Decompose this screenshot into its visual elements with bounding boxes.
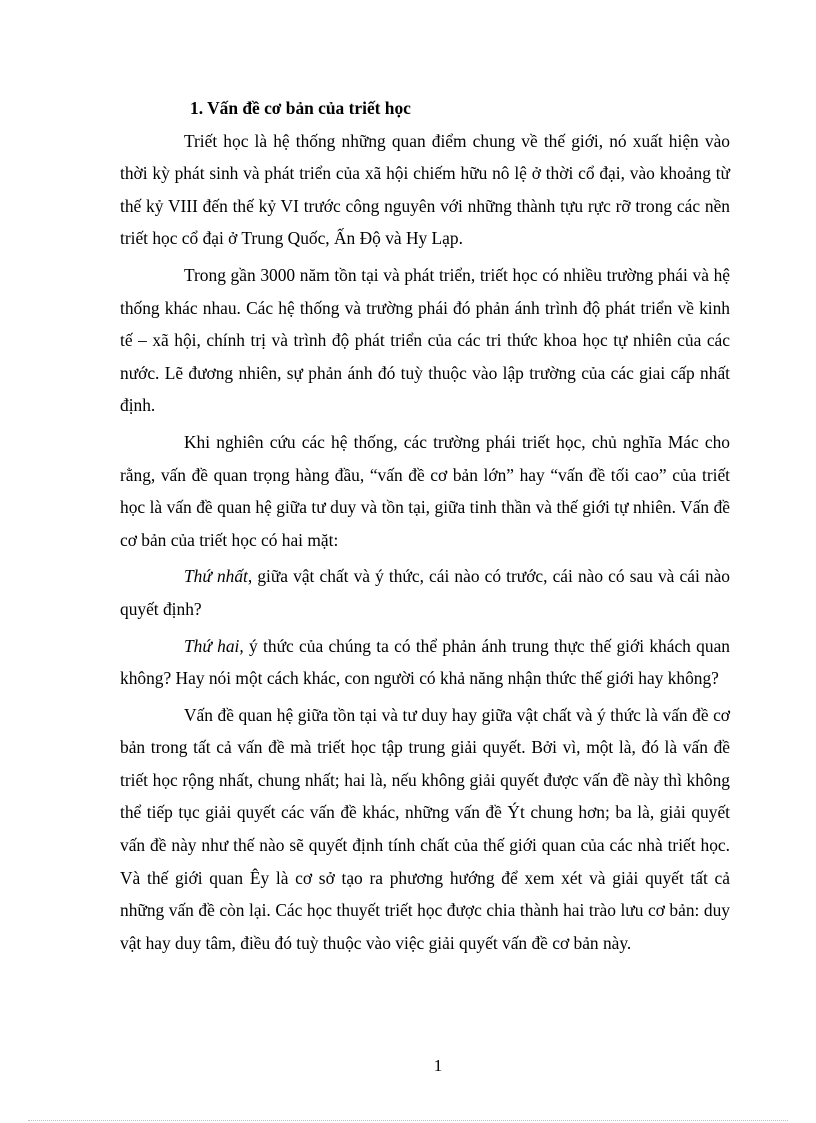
paragraph-4-lead: Thứ nhất	[184, 566, 248, 587]
paragraph-3	[120, 426, 730, 556]
document-body	[120, 92, 730, 963]
paragraph-5	[120, 630, 730, 695]
page-bottom-divider	[28, 1120, 788, 1121]
section-heading: 1. Vấn đề cơ bản của triết học	[190, 98, 411, 118]
paragraph-2	[120, 259, 730, 422]
paragraph-1-text: Triết học là hệ thống những quan điểm chung về thế giới, nó xuất hiện vào thời kỳ phát sinh và phát triển của xã hội chiếm hữu nô lệ ở thời cổ đại, vào khoảng từ thế kỷ VIII đến thế kỷ VI trước công nguyên với những thành tựu rực rỡ trong các nền triết học cổ đại ở Trung Quốc, Ấn Độ và Hy Lạp.	[120, 130, 730, 249]
page-number: 1	[433, 1056, 443, 1075]
paragraph-2-text: Trong gần 3000 năm tồn tại và phát triển, triết học có nhiều trường phái và hệ thống khác nhau. Các hệ thống và trường phái đó phản ánh trình độ phát triển về kinh tế – xã hội, chính trị và trình độ phát triển của các tri thức khoa học tự nhiên của các nước. Lẽ đương nhiên, sự phản ánh đó tuỳ thuộc vào lập trường của các giai cấp nhất định.	[120, 264, 730, 416]
paragraph-3-text: Khi nghiên cứu các hệ thống, các trường phái triết học, chủ nghĩa Mác cho rằng, vấn đề quan trọng hàng đầu, “vấn đề cơ bản lớn” hay “vấn đề tối cao” của triết học là vấn đề quan hệ giữa tư duy và tồn tại, giữa tinh thần và thế giới tự nhiên. Vấn đề cơ bản của triết học có hai mặt:	[120, 431, 730, 550]
paragraph-6	[120, 699, 730, 960]
paragraph-4-text: , giữa vật chất và ý thức, cái nào có trước, cái nào có sau và cái nào quyết định?	[120, 566, 731, 619]
paragraph-4	[120, 560, 730, 625]
paragraph-6-text: Vấn đề quan hệ giữa tồn tại và tư duy hay giữa vật chất và ý thức là vấn đề cơ bản trong tất cả vấn đề mà triết học tập trung giải quyết. Bởi vì, một là, đó là vấn đề triết học rộng nhất, chung nhất; hai là, nếu không giải quyết được vấn đề này thì không thể tiếp tục giải quyết các vấn đề khác, những vấn đề Ýt chung hơn; ba là, giải quyết vấn đề này như thế nào sẽ quyết định tính chất của thế giới quan của các nhà triết học. Và thế giới quan Êy là cơ sở tạo ra phương hướng để xem xét và giải quyết tất cả những vấn đề còn lại. Các học thuyết triết học được chia thành hai trào lưu cơ bản: duy vật hay duy tâm, điều đó tuỳ thuộc vào việc giải quyết vấn đề cơ bản này.	[120, 704, 730, 953]
paragraph-1	[120, 125, 730, 255]
paragraph-5-text: ý thức của chúng ta có thể phản ánh trung thực thế giới khách quan không? Hay nói một cách khác, con người có khả năng nhận thức thế giới hay không?	[120, 635, 730, 689]
paragraph-5-lead: Thứ hai,	[184, 635, 244, 656]
